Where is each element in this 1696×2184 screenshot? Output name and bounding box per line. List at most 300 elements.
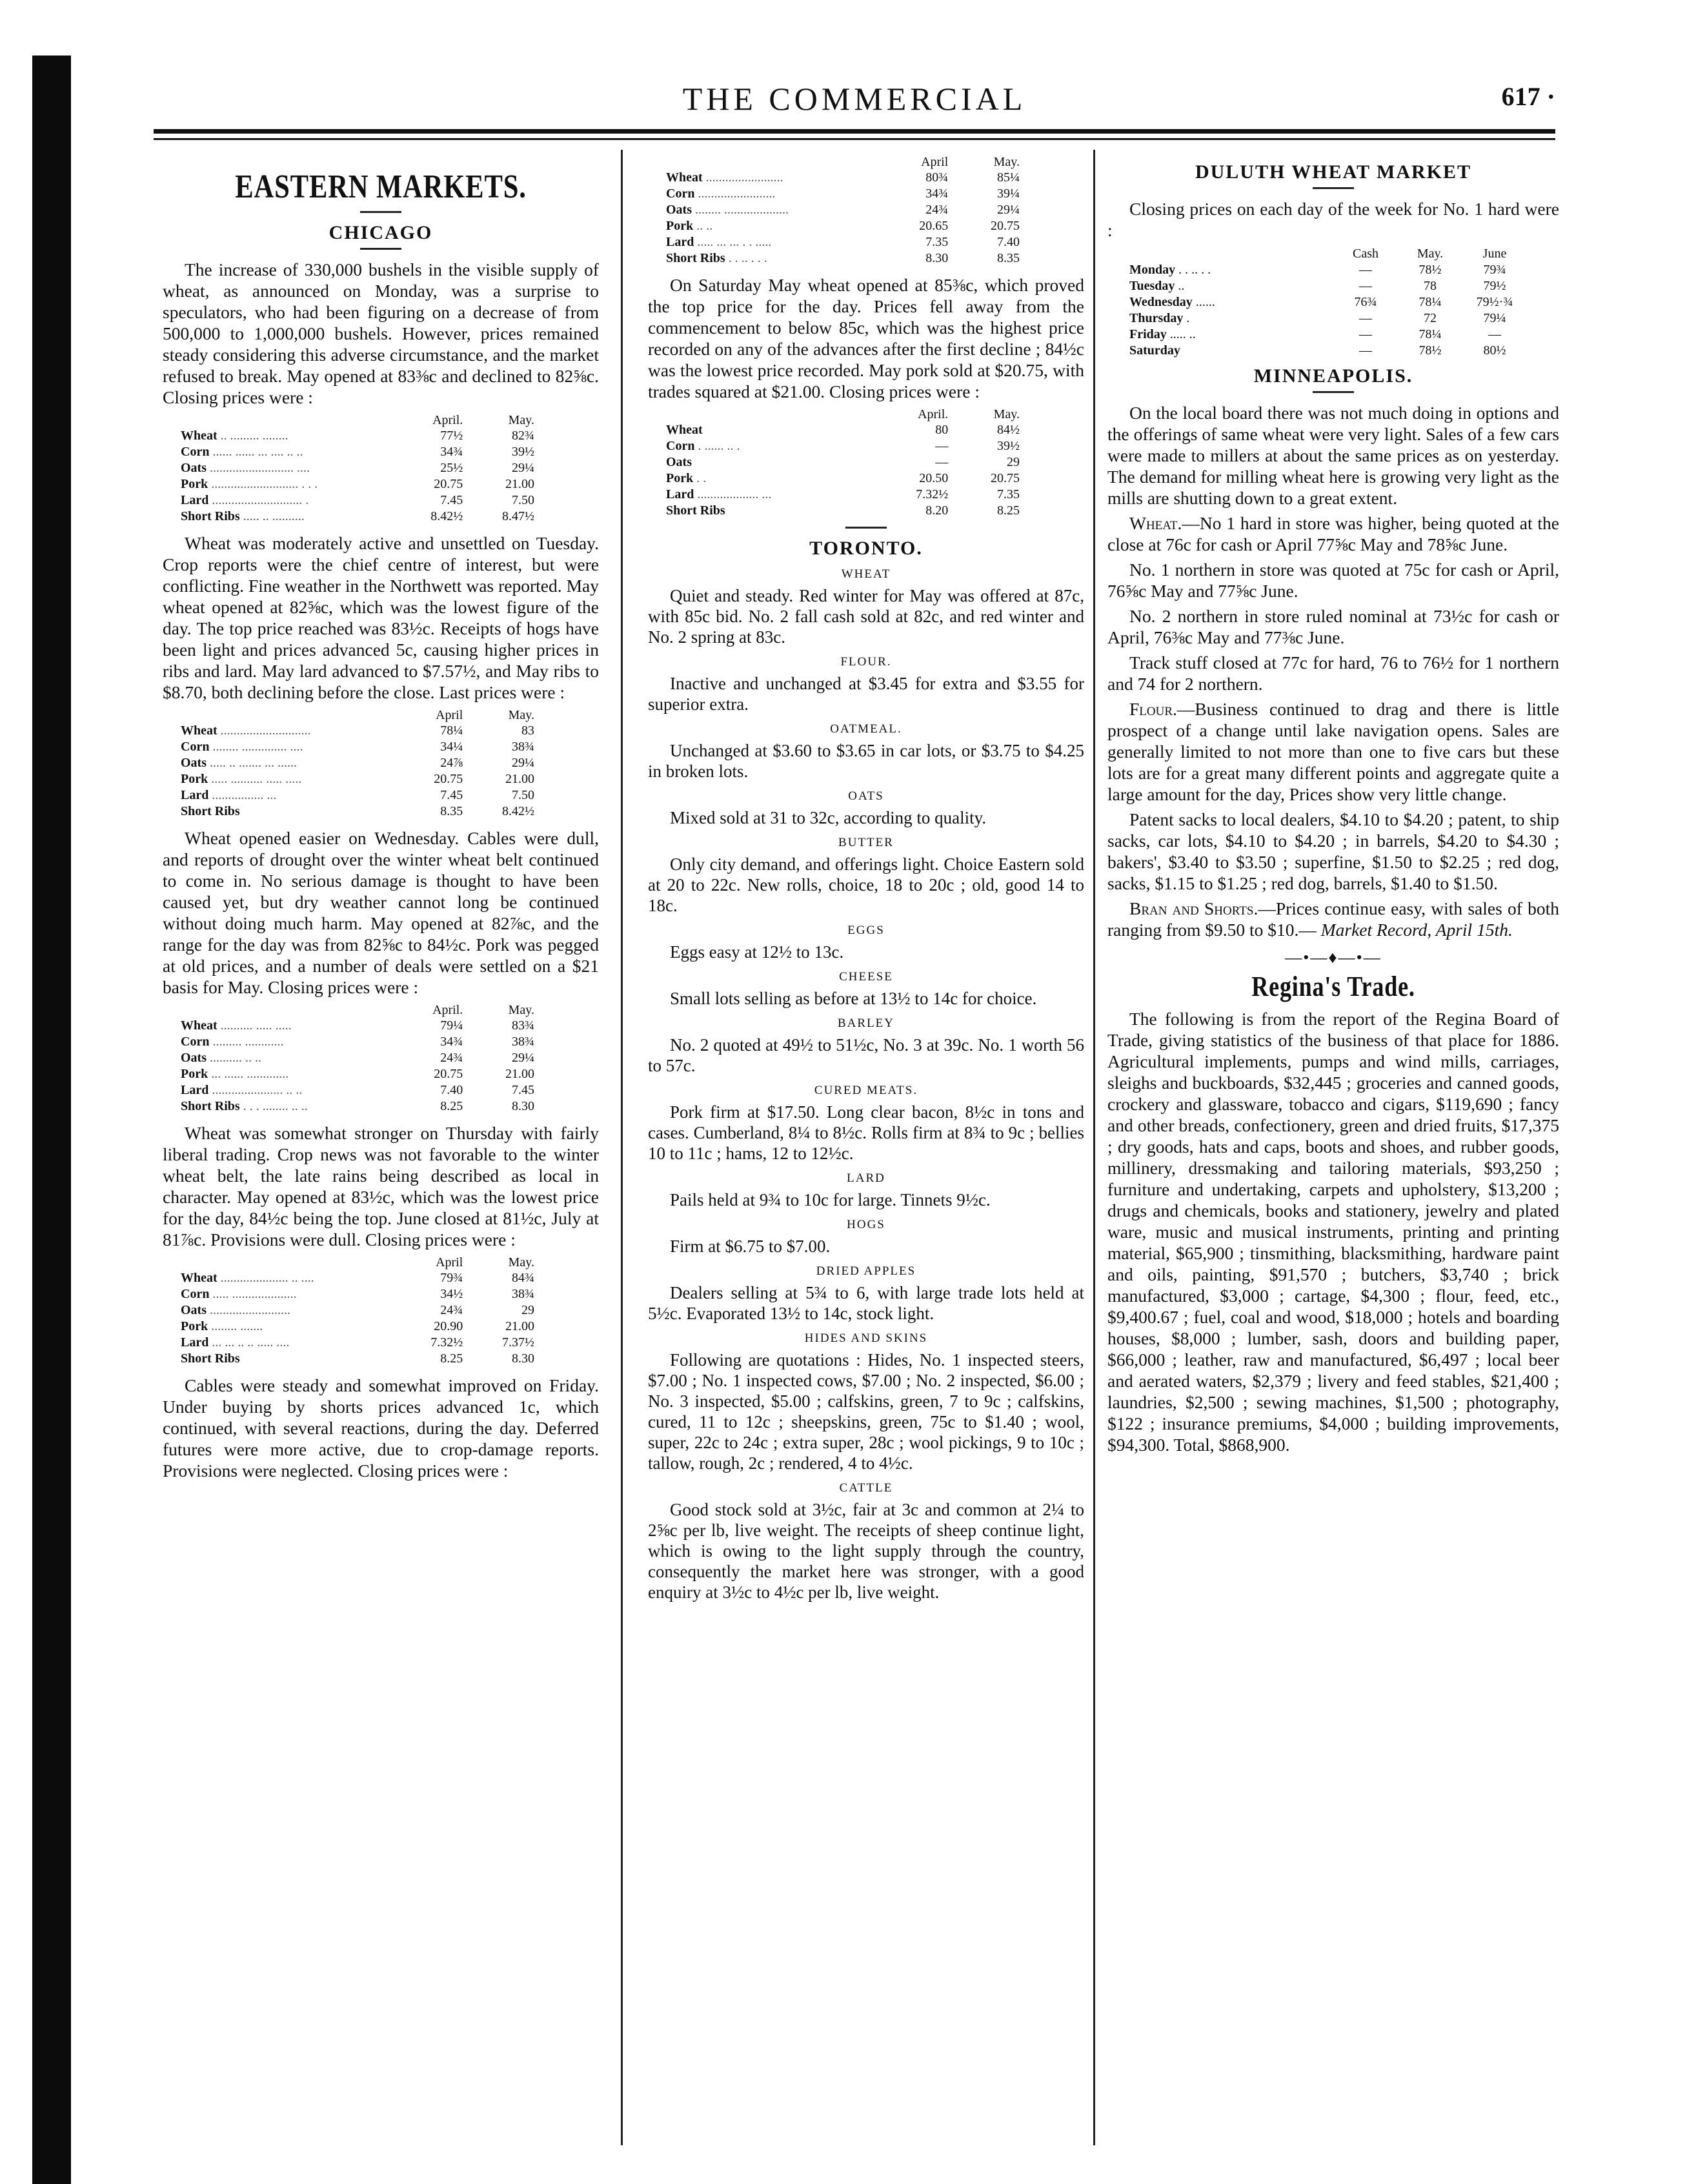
table-row — [1127, 262, 1527, 278]
commodity-label: Wheat — [181, 723, 217, 738]
market-heading: HOGS — [847, 1218, 885, 1231]
may-price: 7.37½ — [502, 1335, 534, 1350]
column-3 — [1107, 155, 1559, 2156]
june-price: 79½ — [1483, 279, 1506, 293]
market-heading: LARD — [847, 1171, 885, 1185]
commodity-cell — [177, 1286, 396, 1302]
heading-divider — [360, 248, 401, 250]
april-price: — — [935, 439, 949, 453]
article-paragraph: Wheat was somewhat stronger on Thursday with fairly liberal trading. Crop news was not favorable to the winter wheat belt, the late rains being described as local in character. May opened at 83½c, which was the lowest price for the day, 84½c being the top. June closed at 81½c, July at 81⅞c. Provisions were dull. Closing prices were : — [163, 1123, 599, 1249]
day-cell — [1127, 310, 1333, 327]
dot-leader: .. .. — [696, 219, 713, 233]
article-paragraph: Wheat opened easier on Wednesday. Cables were dull, and reports of drought over the winter wheat belt continued to come in. No serious damage is thought to have been caused yet, but dry weather cannot long be continued without doing much harm. May opened at 82⅞c, and the range for the day was from 82⅝c to 84½c. Pork was pegged at old prices, and a number of deals were settled on a $21 basis for May. Closing prices were : — [163, 828, 599, 997]
market-heading: OATS — [848, 789, 884, 803]
april-price: 78¼ — [440, 723, 463, 738]
april-price: 24⅞ — [440, 756, 463, 770]
price-table — [662, 407, 1024, 519]
commodity-label: Oats — [666, 455, 692, 469]
april-price: 8.25 — [440, 1099, 463, 1113]
may-price: 21.00 — [505, 1067, 534, 1081]
dot-leader: ... ...... ............. — [211, 1067, 289, 1081]
article-paragraph: The following is from the report of the Regina Board of Trade, giving statistics of the business of that place for 1886. Agricultural implements, pumps and wind mills, carriages, sleighs and buckboards, $32,445 ; groceries and canned goods, crockery and glassware, tobacco and cigars, $119,690 ; fancy and other breads, confectionery, green and dried fruits, $17,375 ; dry goods, hats and caps, boots and shoes, and rubber goods, millinery, dressmaking and tailoring materials, $93,250 ; furniture and undertaking, carpets and upholstery, $13,200 ; drugs and chemicals, books and stationery, jewelry and plated ware, music and musical instruments, printing and printing material, $65,900 ; tinsmithing, blacksmithing, hardware paint and oils, painting, $91,570 ; butchers, $3,740 ; brick manufactured, $3,000 ; cartage, $4,300 ; flour, feed, etc., $9,400.67 ; fuel, coal and wood, $18,000 ; hotels and boarding houses, $8,000 ; lumber, sash, doors and building paper, $66,000 ; leather, raw and manufactured, $6,497 ; local beer and aerated waters, $2,379 ; livery and feed stables, $21,400 ; laundries, $2,500 ; sewing machines, $1,500 ; photography, $122 ; insurance premiums, $4,000 ; building improvements, $94,300. Total, $868,900. — [1107, 1009, 1559, 1455]
may-price: 78 — [1424, 279, 1437, 293]
day-cell — [1127, 278, 1333, 294]
june-price: 79¼ — [1483, 311, 1506, 325]
table-header-blank — [662, 407, 881, 422]
subheading-minneapolis: MINNEAPOLIS. — [1253, 365, 1413, 387]
commodity-cell — [662, 454, 881, 470]
commodity-label: Corn — [666, 439, 695, 453]
may-price: 21.00 — [505, 477, 534, 491]
may-price: 39½ — [512, 445, 534, 459]
table-row — [662, 250, 1024, 267]
april-price: 7.32½ — [430, 1335, 463, 1350]
may-price: 78¼ — [1418, 295, 1442, 309]
dot-leader: .......................... .... — [210, 461, 310, 475]
commodity-cell — [177, 723, 396, 739]
commodity-label: Oats — [181, 756, 207, 770]
june-price: — — [1488, 327, 1501, 341]
dot-leader: ...... ...... ... .... .. .. — [212, 445, 303, 459]
table-row — [1127, 343, 1527, 359]
dot-leader: .. — [1178, 279, 1185, 293]
heading-divider — [360, 211, 401, 213]
commodity-cell — [177, 755, 396, 771]
may-price: 29¼ — [997, 203, 1020, 217]
commodity-label: Pork — [181, 1319, 208, 1333]
table-row — [662, 422, 1024, 438]
commodity-label: Pork — [181, 477, 208, 491]
table-header-row — [177, 708, 538, 723]
section-ornament: —•—♦—•— — [1285, 948, 1382, 967]
dot-leader: ..... .......... ..... ..... — [211, 772, 302, 786]
dot-leader: . — [1186, 311, 1190, 325]
table-column-header: April — [436, 1255, 463, 1269]
commodity-cell — [177, 787, 396, 804]
table-row — [177, 1050, 538, 1066]
table-row — [177, 1034, 538, 1050]
heading-divider — [1313, 187, 1354, 189]
run-in-lead: Bran and Shorts. — [1129, 898, 1258, 918]
commodity-label: Short Ribs — [181, 804, 240, 818]
table-row — [177, 444, 538, 460]
april-price: 20.75 — [434, 477, 463, 491]
may-price: 7.35 — [997, 487, 1020, 501]
table-row — [1127, 278, 1527, 294]
commodity-cell — [177, 1082, 396, 1098]
april-price: — — [935, 455, 949, 469]
may-price: 7.50 — [512, 788, 534, 802]
may-price: 78¼ — [1418, 327, 1442, 341]
cash-price: — — [1359, 279, 1372, 293]
commodity-label: Lard — [666, 235, 694, 249]
commodity-label: Short Ribs — [181, 509, 240, 523]
dot-leader: ... ... .. .. ..... .... — [212, 1335, 290, 1350]
commodity-label: Wheat — [181, 1018, 217, 1033]
commodity-label: Wheat — [181, 1271, 217, 1285]
table-header-row — [177, 413, 538, 428]
day-cell — [1127, 262, 1333, 278]
dot-leader: ..... .. .......... — [243, 509, 305, 523]
may-price: 84½ — [997, 423, 1020, 437]
commodity-label: Short Ribs — [181, 1351, 240, 1366]
day-cell — [1127, 294, 1333, 310]
dot-leader: ........................... . . . — [211, 477, 318, 491]
april-price: 8.30 — [925, 251, 949, 265]
table-header-blank — [177, 708, 396, 723]
article-paragraph: On Saturday May wheat opened at 85⅜c, which proved the top price for the day. Prices fell away from the commencement to below 85c, which was the highest price recorded on any of the advances after the first decline ; 84½c was the lowest price recorded. May pork sold at $20.75, with trades squared at $21.00. Closing prices were : — [648, 275, 1084, 401]
table-column-header: May. — [993, 155, 1020, 169]
dot-leader: ........................ — [705, 170, 783, 185]
table-column-header: May. — [508, 1255, 534, 1269]
table-row — [177, 492, 538, 509]
commodity-label: Pork — [181, 772, 208, 786]
may-price: 8.47½ — [502, 509, 534, 523]
may-price: 85¼ — [997, 170, 1020, 185]
price-table — [662, 155, 1024, 267]
table-row — [177, 1018, 538, 1034]
table-row — [662, 454, 1024, 470]
dot-leader: ........ ....... — [211, 1319, 263, 1333]
table-row — [1127, 310, 1527, 327]
day-label: Monday — [1129, 263, 1176, 277]
dot-leader: ................... ... — [697, 487, 772, 501]
may-price: 29¼ — [512, 756, 534, 770]
article-paragraph: Closing prices on each day of the week for No. 1 hard were : — [1107, 199, 1559, 240]
april-price: 8.25 — [440, 1351, 463, 1366]
dot-leader: ...... — [1195, 295, 1215, 309]
april-price: 20.65 — [919, 219, 949, 233]
table-row — [662, 186, 1024, 202]
june-price: 79¾ — [1483, 263, 1506, 277]
paragraph-text: —Business continued to drag and there is little prospect of a change until lake navigation opens. Sales are generally limited to not more than one to five cars but these lots are for a great many different points and aggregate quite a large amount for the day, Prices show very little change. — [1107, 699, 1559, 804]
table-header-blank — [177, 1003, 396, 1018]
market-heading: WHEAT — [841, 567, 891, 581]
commodity-label: Pork — [666, 219, 694, 233]
april-price: 20.75 — [434, 1067, 463, 1081]
table-row — [662, 470, 1024, 487]
may-price: 20.75 — [991, 219, 1020, 233]
column-rule — [621, 150, 623, 2145]
may-price: 29 — [1007, 455, 1020, 469]
table-row — [177, 1319, 538, 1335]
day-label: Thursday — [1129, 311, 1184, 325]
article-paragraph: The increase of 330,000 bushels in the visible supply of wheat, as announced on Monday, was a surprise to speculators, who had been figuring on a decrease of from 500,000 to 1,000,000 bushels. However, prices remained steady considering this adverse circumstance, and the market refused to break. May opened at 83⅜c and declined to 82⅝c. Closing prices were : — [163, 259, 599, 407]
table-row — [177, 739, 538, 755]
dot-leader: .. ......... ........ — [220, 429, 288, 443]
dot-leader: ......... ............ — [212, 1035, 284, 1049]
table-header-blank — [662, 155, 881, 170]
table-row — [177, 1302, 538, 1319]
price-table — [177, 1003, 538, 1115]
table-row — [662, 487, 1024, 503]
market-heading: BUTTER — [838, 836, 894, 849]
table-row — [662, 202, 1024, 218]
duluth-price-table — [1127, 246, 1527, 359]
dot-leader: . . .. . . . — [728, 251, 767, 265]
market-paragraph: Pork firm at $17.50. Long clear bacon, 8½c in tons and cases. Cumberland, 8¼ to 8½c. Rolls firm at 8¾ to 9c ; bellies 10 to 11c ; hams, 12 to 12½c. — [648, 1102, 1084, 1163]
table-column-header: Cash — [1353, 247, 1378, 261]
market-paragraph: Eggs easy at 12½ to 13c. — [670, 942, 844, 962]
commodity-cell — [177, 1335, 396, 1351]
may-price: 8.35 — [997, 251, 1020, 265]
table-row — [177, 771, 538, 787]
commodity-cell — [177, 509, 396, 525]
april-price: 20.50 — [919, 471, 949, 485]
article-paragraph: Track stuff closed at 77c for hard, 76 to 76½ for 1 northern and 74 for 2 northern. — [1107, 652, 1559, 694]
table-row — [177, 1270, 538, 1286]
table-row — [177, 723, 538, 739]
subheading-duluth: DULUTH WHEAT MARKET — [1195, 161, 1472, 183]
market-heading: CATTLE — [839, 1481, 893, 1495]
commodity-label: Short Ribs — [181, 1099, 240, 1113]
price-table — [177, 413, 538, 525]
april-price: 25½ — [440, 461, 463, 475]
may-price: 82¾ — [512, 429, 534, 443]
table-row — [177, 755, 538, 771]
commodity-label: Short Ribs — [666, 251, 725, 265]
masthead-rule-thin — [154, 138, 1555, 140]
commodity-cell — [177, 1319, 396, 1335]
commodity-cell — [177, 1018, 396, 1034]
may-price: 21.00 — [505, 1319, 534, 1333]
dot-leader: ........................ — [698, 187, 776, 201]
table-column-header: May. — [508, 1003, 534, 1017]
table-row — [662, 503, 1024, 519]
article-paragraph: No. 1 northern in store was quoted at 75c for cash or April, 76⅝c May and 77⅝c June. — [1107, 560, 1559, 601]
commodity-cell — [177, 460, 396, 476]
price-table — [177, 708, 538, 820]
commodity-cell — [662, 234, 881, 250]
may-price: 20.75 — [991, 471, 1020, 485]
may-price: 38¾ — [512, 740, 534, 754]
commodity-cell — [662, 250, 881, 267]
commodity-label: Corn — [181, 1035, 210, 1049]
dot-leader: ............................ . — [212, 493, 309, 507]
april-price: 20.75 — [434, 772, 463, 786]
market-heading: OATMEAL. — [830, 722, 902, 736]
may-price: 29 — [521, 1303, 534, 1317]
table-column-header: April. — [918, 407, 949, 421]
table-row — [177, 787, 538, 804]
commodity-label: Wheat — [181, 429, 217, 443]
april-price: 8.42½ — [430, 509, 463, 523]
commodity-cell — [177, 444, 396, 460]
market-paragraph: Quiet and steady. Red winter for May was offered at 87c, with 85c bid. No. 2 fall cash sold at 82c, and red winter and No. 2 spring at 83c. — [648, 586, 1084, 647]
table-row — [662, 218, 1024, 234]
may-price: 83 — [521, 723, 534, 738]
april-price: 34¾ — [440, 445, 463, 459]
run-in-lead: Wheat. — [1129, 513, 1182, 533]
day-cell — [1127, 343, 1333, 359]
market-heading: EGGS — [847, 924, 885, 937]
commodity-cell — [177, 1034, 396, 1050]
table-header-row — [662, 155, 1024, 170]
article-paragraph — [1107, 512, 1559, 555]
april-price: 8.20 — [925, 503, 949, 518]
commodity-cell — [177, 1351, 396, 1367]
table-header-blank — [1127, 246, 1333, 262]
market-paragraph: Following are quotations : Hides, No. 1 inspected steers, $7.00 ; No. 1 inspected cows, $7.00 ; No. 2 inspected, $6.00 ; No. 3 inspected, $5.00 ; calfskins, green, 7 to 9c ; calfskins, cured, 11 to 12c ; sheepskins, green, 75c to $1.40 ; wool, super, 22c to 24c ; extra super, 28c ; wool pickings, 9 to 10c ; tallow, rough, 2c ; rendered, 4 to 4½c. — [648, 1350, 1084, 1473]
commodity-label: Wheat — [666, 423, 703, 437]
market-paragraph: Pails held at 9¾ to 10c for large. Tinnets 9½c. — [670, 1190, 991, 1209]
may-price: 29¼ — [512, 461, 534, 475]
june-price: 80½ — [1483, 343, 1506, 358]
commodity-cell — [662, 218, 881, 234]
table-row — [177, 1335, 538, 1351]
article-paragraph — [1107, 898, 1559, 940]
april-price: 24¾ — [925, 203, 949, 217]
price-table — [177, 1255, 538, 1367]
table-row — [177, 1286, 538, 1302]
commodity-cell — [662, 470, 881, 487]
table-row — [177, 509, 538, 525]
day-label: Wednesday — [1129, 295, 1193, 309]
commodity-cell — [177, 1066, 396, 1082]
table-row — [177, 1351, 538, 1367]
subheading-toronto: TORONTO. — [809, 538, 923, 559]
may-price: 38¾ — [512, 1287, 534, 1301]
day-label: Saturday — [1129, 343, 1180, 358]
dot-leader: . . — [696, 471, 707, 485]
masthead — [154, 76, 1555, 128]
table-column-header: April — [921, 155, 949, 169]
section-heading-reginas-trade: Regina's Trade. — [1251, 971, 1415, 1002]
cash-price: — — [1359, 311, 1372, 325]
market-heading: HIDES AND SKINS — [804, 1331, 928, 1345]
may-price: 39½ — [997, 439, 1020, 453]
april-price: 7.35 — [925, 235, 949, 249]
commodity-label: Corn — [666, 187, 695, 201]
commodity-cell — [662, 438, 881, 454]
dot-leader: . ...... .. . — [698, 439, 740, 453]
market-heading: CHEESE — [839, 970, 893, 984]
column-1 — [163, 155, 599, 2156]
april-price: 7.40 — [440, 1083, 463, 1097]
table-column-header: April. — [432, 1003, 463, 1017]
table-row — [1127, 294, 1527, 310]
table-column-header: April — [436, 708, 463, 722]
commodity-label: Lard — [181, 1083, 209, 1097]
commodity-cell — [662, 202, 881, 218]
table-row — [662, 438, 1024, 454]
table-column-header: May. — [508, 708, 534, 722]
april-price: 24¾ — [440, 1051, 463, 1065]
may-price: 8.25 — [997, 503, 1020, 518]
table-header-row — [1127, 246, 1527, 262]
article-paragraph — [1107, 698, 1559, 805]
dot-leader: ............................ — [220, 723, 311, 738]
paragraph-text: —No 1 hard in store was higher, being quoted at the close at 76c for cash or April 77⅝c May and 78⅝c June. — [1107, 513, 1559, 554]
dot-leader: ...................... .. .. — [212, 1083, 303, 1097]
table-row — [177, 476, 538, 492]
market-paragraph: Dealers selling at 5¾ to 6, with large trade lots held at 5½c. Evaporated 13½ to 14c, stock light. — [648, 1283, 1084, 1323]
heading-divider — [1313, 391, 1354, 393]
commodity-label: Lard — [666, 487, 694, 501]
table-header-row — [177, 1255, 538, 1270]
market-heading: BARLEY — [838, 1016, 894, 1030]
may-price: 78½ — [1418, 263, 1442, 277]
may-price: 21.00 — [505, 772, 534, 786]
dot-leader: . . .. . . — [1178, 263, 1211, 277]
cash-price: 76¾ — [1354, 295, 1377, 309]
dot-leader: ........ .............. .... — [212, 740, 303, 754]
commodity-label: Lard — [181, 788, 209, 802]
april-price: 79¾ — [440, 1271, 463, 1285]
commodity-cell — [662, 422, 881, 438]
dot-leader: ..................... .. .... — [220, 1271, 314, 1285]
table-header-row — [662, 407, 1024, 422]
cash-price: — — [1359, 327, 1372, 341]
commodity-cell — [177, 1098, 396, 1115]
commodity-cell — [177, 1270, 396, 1286]
commodity-label: Pork — [666, 471, 694, 485]
dot-leader: ..... .. ....... ... ...... — [210, 756, 297, 770]
market-paragraph: Good stock sold at 3½c, fair at 3c and common at 2¼ to 2⅝c per lb, live weight. The receipts of sheep continue light, which is owing to the light supply through the country, consequently the market here was stronger, with a good enquiry at 3½c to 4½c per lb, live weight. — [648, 1500, 1084, 1602]
commodity-cell — [662, 487, 881, 503]
cash-price: — — [1359, 343, 1372, 358]
commodity-cell — [177, 428, 396, 444]
commodity-cell — [177, 1050, 396, 1066]
commodity-cell — [177, 771, 396, 787]
dot-leader: ......................... — [210, 1303, 290, 1317]
market-paragraph: Unchanged at $3.60 to $3.65 in car lots, or $3.75 to $4.25 in broken lots. — [648, 741, 1084, 781]
may-price: 8.42½ — [502, 804, 534, 818]
day-cell — [1127, 327, 1333, 343]
section-divider — [845, 527, 887, 529]
table-column-header: May. — [993, 407, 1020, 421]
april-price: 77½ — [440, 429, 463, 443]
commodity-cell — [662, 503, 881, 519]
commodity-label: Oats — [181, 1051, 207, 1065]
april-price: 8.35 — [440, 804, 463, 818]
column-2 — [648, 155, 1084, 2156]
table-row — [177, 1082, 538, 1098]
may-price: 7.40 — [997, 235, 1020, 249]
may-price: 39¼ — [997, 187, 1020, 201]
april-price: 80 — [935, 423, 949, 437]
table-row — [662, 234, 1024, 250]
commodity-cell — [177, 1302, 396, 1319]
publication-title: THE COMMERCIAL — [682, 81, 1027, 117]
article-paragraph: Patent sacks to local dealers, $4.10 to $4.20 ; patent, to ship sacks, car lots, $4.10 to $4.20 ; in barrels, $4.20 to $4.30 ; bakers', $3.40 to $3.50 ; superfine, $1.50 to $2.25 ; red dog, sacks, $1.15 to $1.25 ; red dog, barrels, $1.40 to $1.50. — [1107, 809, 1559, 893]
april-price: 34¾ — [440, 1035, 463, 1049]
binding-edge — [32, 56, 71, 2184]
commodity-cell — [662, 170, 881, 186]
article-paragraph: No. 2 northern in store ruled nominal at 73½c for cash or April, 76⅜c May and 77⅜c June. — [1107, 606, 1559, 647]
may-price: 72 — [1424, 311, 1437, 325]
april-price: 20.90 — [434, 1319, 463, 1333]
masthead-rule — [154, 129, 1555, 134]
article-paragraph: Cables were steady and somewhat improved on Friday. Under buying by shorts prices advanced 1c, which continued, with several reactions, during the day. Deferred futures were more active, due to crop-damage reports. Provisions were neglected. Closing prices were : — [163, 1375, 599, 1481]
source-credit: Market Record, April 15th. — [1320, 920, 1513, 940]
market-heading: DRIED APPLES — [816, 1264, 916, 1278]
market-heading: CURED MEATS. — [814, 1084, 918, 1097]
commodity-cell — [177, 476, 396, 492]
may-price: 29¼ — [512, 1051, 534, 1065]
market-paragraph: Firm at $6.75 to $7.00. — [670, 1237, 831, 1256]
commodity-label: Corn — [181, 1287, 210, 1301]
april-price: 79¼ — [440, 1018, 463, 1033]
table-column-header: April. — [432, 413, 463, 427]
april-price: 24¾ — [440, 1303, 463, 1317]
table-row — [177, 804, 538, 820]
april-price: 34½ — [440, 1287, 463, 1301]
market-paragraph: Only city demand, and offerings light. Choice Eastern sold at 20 to 22c. New rolls, choice, 18 to 20c ; old, good 14 to 18c. — [648, 854, 1084, 915]
market-paragraph: Mixed sold at 31 to 32c, according to quality. — [670, 808, 987, 827]
april-price: 7.45 — [440, 788, 463, 802]
table-header-blank — [177, 413, 396, 428]
